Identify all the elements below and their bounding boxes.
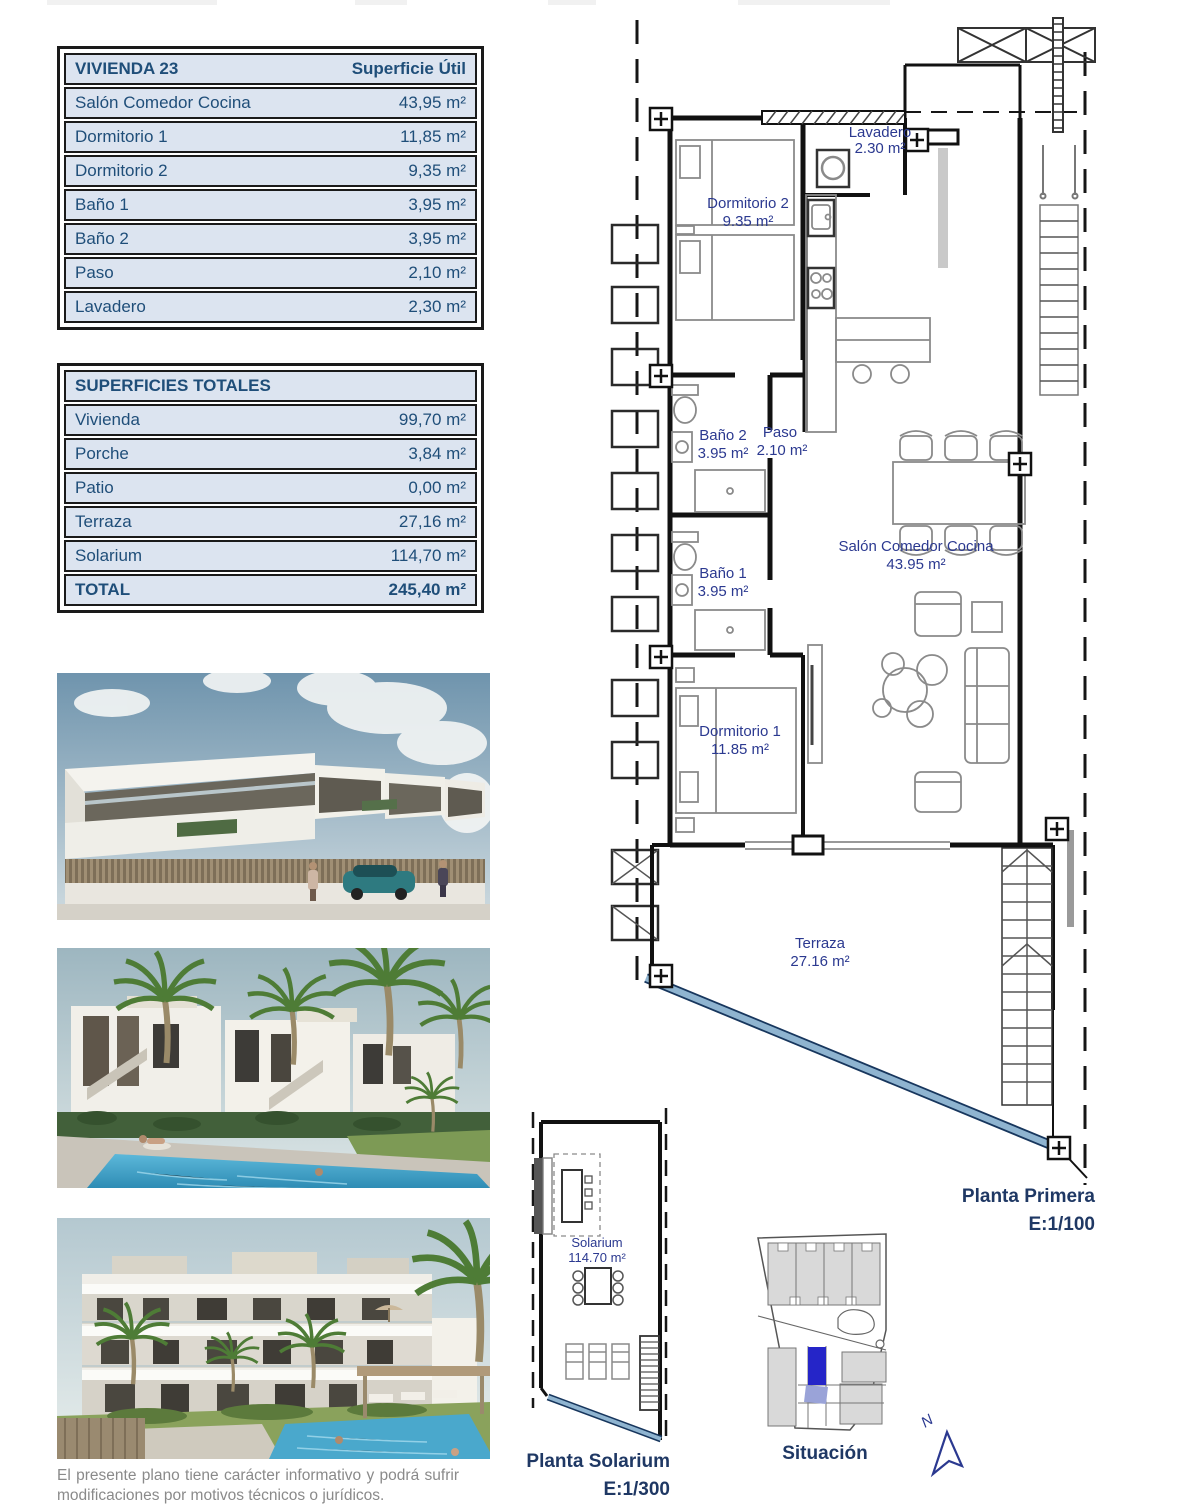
solarium-plan bbox=[525, 1100, 675, 1450]
caption-scale: E:1/100 bbox=[1028, 1213, 1095, 1235]
townhouse-band bbox=[768, 1243, 880, 1305]
room-area-dormitorio1: 11.85 m² bbox=[710, 741, 770, 758]
table-row bbox=[64, 540, 477, 572]
terrace-window bbox=[745, 842, 950, 849]
row-value: 114,70 m² bbox=[390, 546, 466, 565]
room-area-solarium: 114.70 m² bbox=[568, 1250, 626, 1265]
solarium-stairs bbox=[640, 1336, 659, 1410]
row-label: Terraza bbox=[75, 512, 132, 531]
kitchen-furniture bbox=[806, 195, 930, 432]
caption-scale: E:1/300 bbox=[603, 1478, 670, 1500]
room-area-paso: 2.10 m² bbox=[756, 442, 808, 459]
row-value: 11,85 m² bbox=[400, 127, 466, 146]
row-value: 0,00 m² bbox=[408, 478, 466, 497]
table-row bbox=[64, 404, 477, 436]
row-label: Porche bbox=[75, 444, 129, 463]
cropped-header-artifact bbox=[548, 0, 596, 5]
table-row bbox=[64, 438, 477, 470]
highlighted-unit bbox=[808, 1347, 826, 1385]
unit-surfaces-table bbox=[57, 46, 484, 330]
caption-title: Planta Primera bbox=[961, 1186, 1095, 1207]
kitchen-divider bbox=[938, 148, 948, 268]
row-label: Baño 1 bbox=[75, 195, 129, 214]
row-label: Salón Comedor Cocina bbox=[75, 93, 251, 112]
room-area-bano2: 3.95 m² bbox=[697, 445, 749, 462]
caption-title: Situación bbox=[782, 1443, 868, 1464]
cropped-header-artifact bbox=[47, 0, 217, 5]
row-label: Dormitorio 1 bbox=[75, 127, 168, 146]
sun-loungers bbox=[566, 1344, 629, 1379]
terrace-pillar bbox=[793, 836, 823, 854]
row-label: Solarium bbox=[75, 546, 143, 565]
table-total-row bbox=[64, 574, 477, 606]
column-header-superficie: Superficie Útil bbox=[351, 59, 466, 78]
row-value: 2,30 m² bbox=[408, 297, 466, 316]
table-row bbox=[64, 223, 477, 255]
cropped-header-artifact bbox=[355, 0, 407, 5]
totals-title: SUPERFICIES TOTALES bbox=[75, 376, 271, 395]
floor-plan-planta-primera bbox=[595, 0, 1105, 1265]
living-furniture bbox=[808, 592, 1009, 812]
table-row bbox=[64, 189, 477, 221]
row-value: 3,84 m² bbox=[408, 444, 466, 463]
table-header-row bbox=[64, 370, 477, 402]
table-row bbox=[64, 87, 477, 119]
solarium-walls bbox=[541, 1122, 660, 1440]
row-value: 27,16 m² bbox=[398, 512, 466, 531]
render-photo-apartments bbox=[57, 1218, 490, 1459]
wood-slat-fence bbox=[65, 859, 485, 887]
room-area-salon: 43.95 m² bbox=[886, 556, 946, 573]
table-row bbox=[64, 506, 477, 538]
top-window-band bbox=[762, 111, 905, 124]
situacion-caption bbox=[745, 1440, 905, 1468]
render-photo-pool bbox=[57, 948, 490, 1188]
table-header-row bbox=[64, 53, 477, 85]
footer-disclaimer bbox=[57, 1466, 459, 1506]
staircase-upper bbox=[1040, 205, 1078, 395]
row-label: Patio bbox=[75, 478, 114, 497]
room-area-lavadero: 2.30 m² bbox=[854, 140, 906, 157]
row-label: Vivienda bbox=[75, 410, 140, 429]
table-row bbox=[64, 121, 477, 153]
room-label-lavadero: Lavadero bbox=[848, 124, 912, 141]
low-wall bbox=[65, 883, 485, 907]
room-label-dormitorio1: Dormitorio 1 bbox=[699, 723, 781, 740]
planta-solarium-caption bbox=[480, 1448, 670, 1503]
row-value: 2,10 m² bbox=[408, 263, 466, 282]
staircase-lower bbox=[1002, 830, 1074, 1105]
caption-title: Planta Solarium bbox=[526, 1451, 670, 1472]
room-area-bano1: 3.95 m² bbox=[697, 583, 749, 600]
row-value: 99,70 m² bbox=[398, 410, 466, 429]
row-label: Baño 2 bbox=[75, 229, 129, 248]
dormitorio2-furniture bbox=[676, 140, 794, 320]
row-label: Paso bbox=[75, 263, 114, 282]
totals-table bbox=[57, 363, 484, 613]
row-value: 9,35 m² bbox=[408, 161, 466, 180]
dining-furniture bbox=[893, 431, 1025, 555]
table-row bbox=[64, 155, 477, 187]
boundary-lines bbox=[533, 1108, 666, 1445]
disclaimer-line-2: modificaciones por motivos técnicos o jurídicos. bbox=[57, 1487, 385, 1505]
upper-structure bbox=[958, 18, 1095, 199]
table-row bbox=[64, 472, 477, 504]
row-value: 3,95 m² bbox=[408, 195, 466, 214]
pavement bbox=[57, 904, 490, 920]
unit-title: VIVIENDA 23 bbox=[75, 59, 179, 78]
room-label-solarium: Solarium bbox=[571, 1235, 623, 1250]
render-photo-townhouses bbox=[57, 673, 490, 920]
terrace-edge-highlight bbox=[645, 974, 1060, 1151]
solarium-dining bbox=[573, 1268, 623, 1305]
disclaimer-line-1: El presente plano tiene carácter informativo y podrá sufrir bbox=[57, 1467, 459, 1484]
row-value: 43,95 m² bbox=[398, 93, 466, 112]
total-value: 245,40 m² bbox=[388, 580, 466, 599]
room-area-terraza: 27.16 m² bbox=[790, 953, 850, 970]
room-label-paso: Paso bbox=[762, 424, 798, 441]
table-row bbox=[64, 257, 477, 289]
total-label: TOTAL bbox=[75, 580, 131, 599]
washing-machine bbox=[817, 150, 849, 187]
row-label: Dormitorio 2 bbox=[75, 161, 168, 180]
room-label-bano1: Baño 1 bbox=[699, 565, 747, 582]
room-label-salon: Salón Comedor Cocina bbox=[838, 538, 994, 555]
row-value: 3,95 m² bbox=[408, 229, 466, 248]
north-label: N bbox=[918, 1411, 937, 1432]
room-label-terraza: Terraza bbox=[794, 935, 846, 952]
table-row bbox=[64, 291, 477, 323]
summer-kitchen bbox=[534, 1154, 600, 1236]
highlighted-unit-terrace bbox=[804, 1385, 828, 1404]
room-label-dormitorio2: Dormitorio 2 bbox=[707, 195, 789, 212]
room-label-bano2: Baño 2 bbox=[699, 427, 747, 444]
north-arrow bbox=[918, 1411, 962, 1474]
neighbour-structures bbox=[612, 225, 658, 940]
room-area-dormitorio2: 9.35 m² bbox=[722, 213, 774, 230]
row-label: Lavadero bbox=[75, 297, 146, 316]
